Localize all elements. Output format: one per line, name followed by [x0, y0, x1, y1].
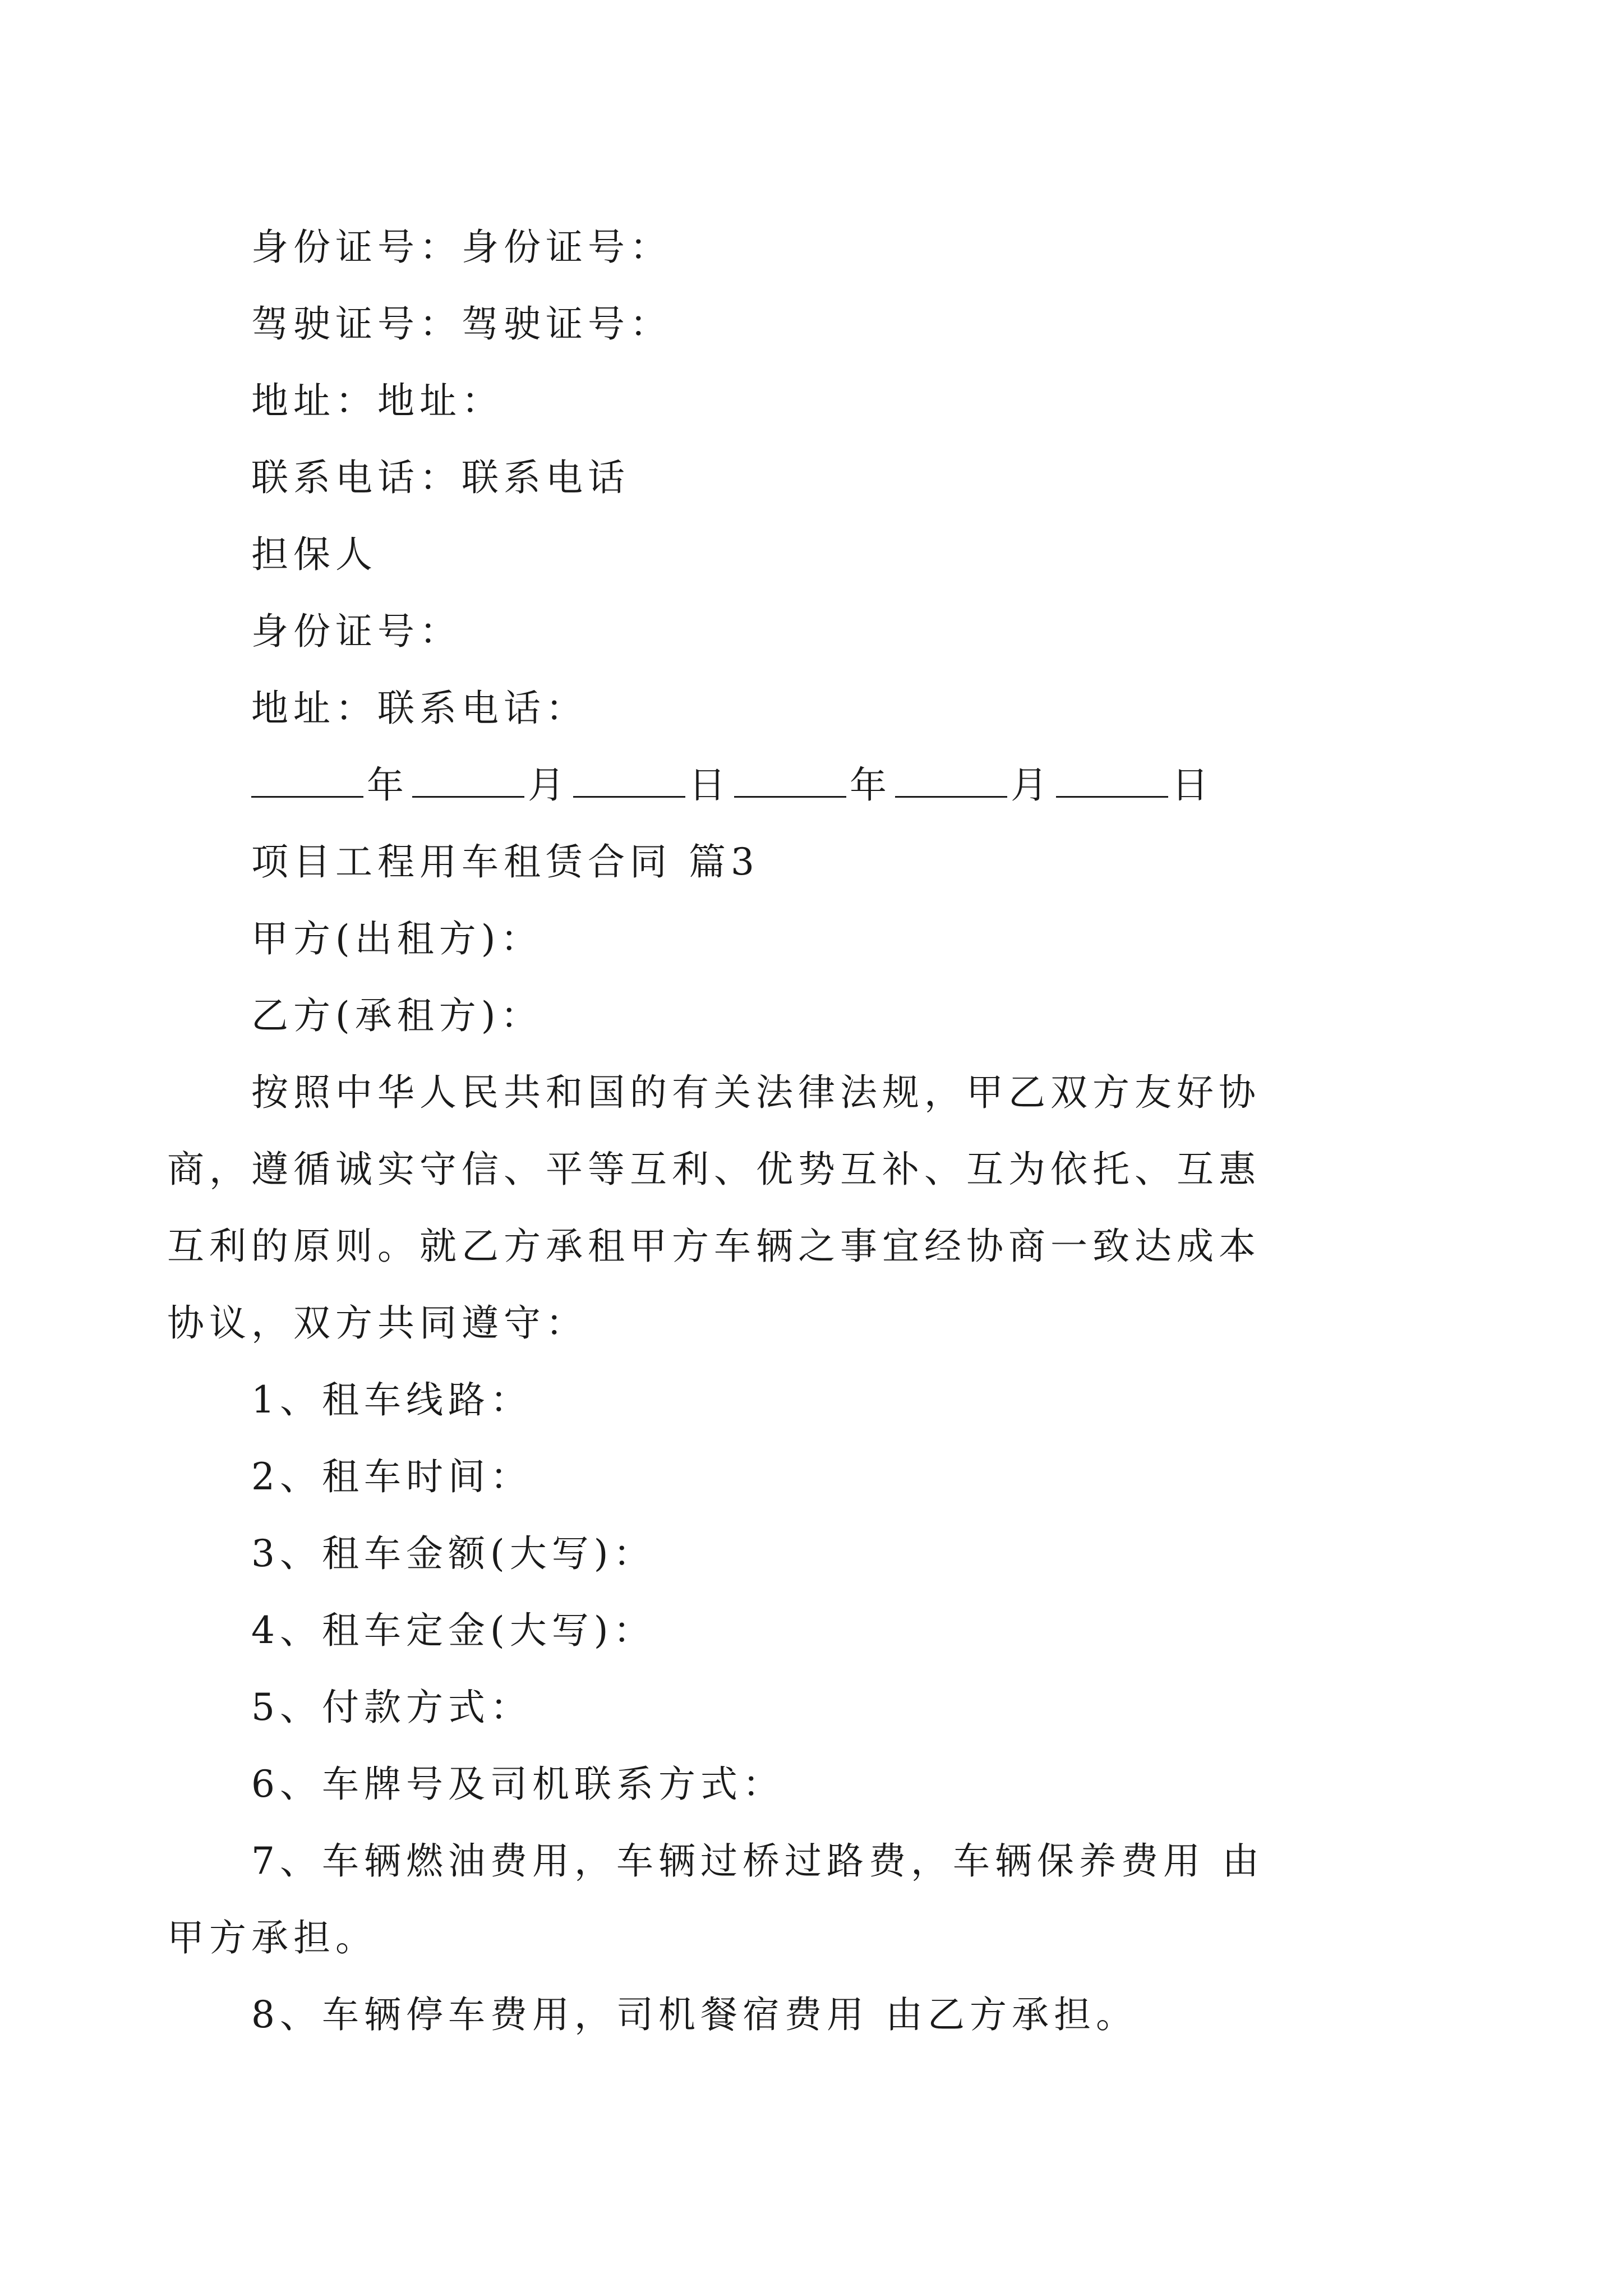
intro-line: 互利的原则。就乙方承租甲方车辆之事宜经协商一致达成本	[167, 1225, 1261, 1268]
date-unit: 日	[1172, 763, 1214, 807]
guarantor-heading: 担保人	[251, 533, 377, 576]
clause-7-line: 7、车辆燃油费用，车辆过桥过路费，车辆保养费用 由	[251, 1839, 1264, 1883]
id-number-line: 身份证号：身份证号：	[251, 226, 672, 269]
date-blank	[1056, 762, 1168, 798]
date-blank	[734, 762, 846, 798]
clause-item: 1、租车线路：	[251, 1378, 532, 1421]
clause-item-8: 8、车辆停车费用，司机餐宿费用 由乙方承担。	[251, 1993, 1138, 2036]
guarantor-address-phone-line: 地址：联系电话：	[251, 687, 588, 730]
date-unit: 月	[528, 763, 570, 807]
clause-item: 4、租车定金(大写)：	[251, 1609, 656, 1652]
driver-license-line: 驾驶证号：驾驶证号：	[251, 302, 672, 346]
address-line: 地址：地址：	[251, 379, 504, 422]
clause-item-7	[167, 1823, 1378, 1976]
date-blank	[251, 762, 363, 798]
clause-item: 3、租车金额(大写)：	[251, 1532, 656, 1575]
intro-line: 协议，双方共同遵守：	[167, 1301, 588, 1345]
party-a-line: 甲方(出租方)：	[251, 917, 543, 960]
intro-line: 商，遵循诚实守信、平等互利、优势互补、互为依托、互惠	[167, 1148, 1261, 1191]
clause-item: 6、车牌号及司机联系方式：	[251, 1763, 785, 1806]
section-title: 项目工程用车租赁合同 篇3	[251, 840, 759, 884]
clause-item: 2、租车时间：	[251, 1455, 532, 1498]
guarantor-id-line: 身份证号：	[251, 610, 462, 653]
date-blank	[573, 762, 685, 798]
party-b-line: 乙方(承租方)：	[251, 994, 543, 1037]
date-unit: 年	[850, 763, 892, 807]
date-blank	[895, 762, 1007, 798]
date-unit: 月	[1011, 763, 1053, 807]
date-blank	[412, 762, 524, 798]
date-line	[251, 747, 1378, 823]
intro-paragraph	[167, 1054, 1378, 1361]
date-unit: 日	[689, 763, 731, 807]
clause-item: 5、付款方式：	[251, 1686, 532, 1729]
clause-7-line: 甲方承担。	[167, 1916, 377, 1959]
date-unit: 年	[367, 763, 409, 807]
phone-line: 联系电话：联系电话	[251, 456, 630, 499]
intro-line: 按照中华人民共和国的有关法律法规，甲乙双方友好协	[251, 1071, 1261, 1114]
